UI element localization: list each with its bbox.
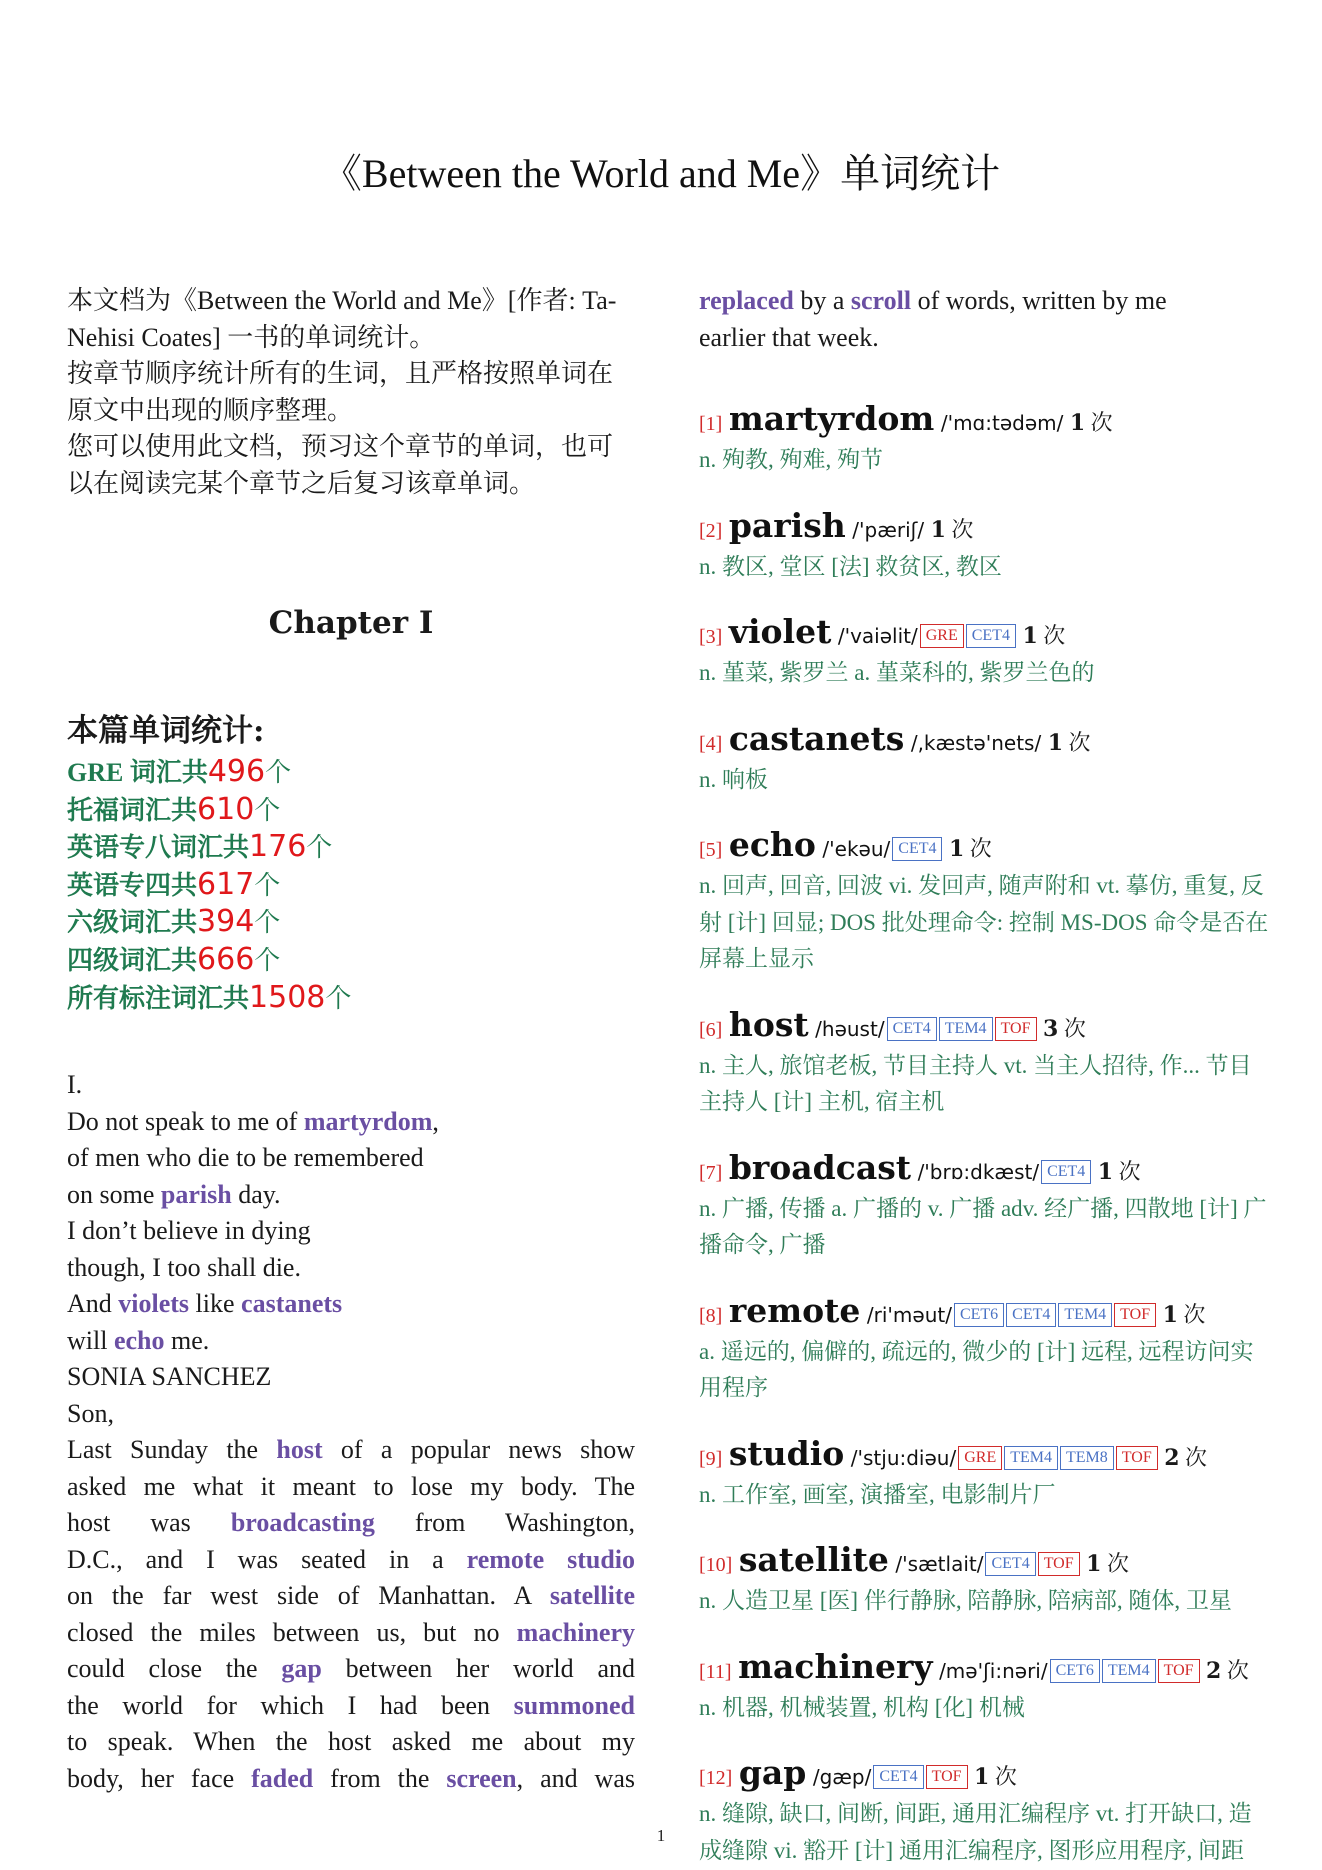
entry-definition: n. 广播, 传播 a. 广播的 v. 广播 adv. 经广播, 四散地 [计] 广播命令, 广播 <box>699 1195 1267 1257</box>
text-line: on some parish day. <box>67 1179 281 1209</box>
vocab-entry-head <box>699 822 1271 868</box>
text-line: will echo me. <box>67 1325 210 1355</box>
exam-tag: CET6 <box>954 1303 1004 1327</box>
exam-tag: GRE <box>920 624 964 648</box>
text-line: closed the miles between us, but no machinery <box>67 1617 635 1647</box>
text-line: I don’t believe in dying <box>67 1216 311 1246</box>
vocab-word[interactable]: castanets <box>241 1289 343 1319</box>
prose-continuation <box>699 283 1271 356</box>
stat-line: 英语专四共617个 <box>67 866 281 902</box>
vocab-entry-head <box>699 1750 1271 1796</box>
entry-pronunciation: /'ekəu/ <box>822 837 891 861</box>
text-line: of men who die to be remembered <box>67 1143 424 1173</box>
entry-definition: n. 人造卫星 [医] 伴行静脉, 陪静脉, 陪病部, 随体, 卫星 <box>699 1588 1232 1613</box>
entry-word: satellite <box>738 1540 889 1579</box>
exam-tag: TOF <box>1158 1659 1200 1683</box>
exam-tag: CET4 <box>873 1765 923 1789</box>
text-line: Last Sunday the host of a popular news show <box>67 1435 636 1465</box>
stat-line: 所有标注词汇共1508个 <box>67 979 352 1015</box>
stats-list <box>67 754 635 1017</box>
entry-index: [1] <box>699 413 723 435</box>
entry-word: martyrdom <box>728 399 935 438</box>
vocab-entry <box>699 1288 1271 1407</box>
text-line: Son, <box>67 1398 114 1428</box>
entry-definition: n. 机器, 机械装置, 机构 [化] 机械 <box>699 1694 1025 1720</box>
chapter-title: Chapter I <box>268 605 434 641</box>
vocab-entry <box>699 1750 1271 1869</box>
text-line: SONIA SANCHEZ <box>67 1362 272 1392</box>
entry-definition: n. 回声, 回音, 回波 vi. 发回声, 随声附和 vt. 摹仿, 重复, 反射 [计] 回显; DOS 批处理命令: 控制 MS-DOS 命令是否在屏幕上显示 <box>699 873 1269 971</box>
vocab-entry <box>699 822 1271 978</box>
exam-tag: CET4 <box>892 837 942 861</box>
entry-pronunciation: /gæp/ <box>812 1765 872 1789</box>
vocab-word[interactable]: parish <box>160 1179 232 1209</box>
exam-tag: TEM4 <box>1102 1659 1156 1683</box>
exam-tag: CET6 <box>1050 1659 1100 1683</box>
vocab-word[interactable]: gap <box>281 1654 322 1684</box>
text-line: earlier that week. <box>699 322 879 352</box>
exam-tag: TEM4 <box>1058 1303 1112 1327</box>
vocab-entry-head <box>699 716 1271 762</box>
entry-word: host <box>728 1004 809 1044</box>
page-number: 1 <box>656 1826 666 1845</box>
exam-tag: TOF <box>1116 1446 1158 1470</box>
vocab-entry-head <box>699 503 1271 549</box>
vocab-word[interactable]: echo <box>113 1325 165 1355</box>
entry-count: 2 次 <box>1206 1657 1249 1684</box>
text-line: could close the gap between her world and <box>67 1654 635 1684</box>
entry-index: [9] <box>699 1447 723 1470</box>
stats-heading: 本篇单词统计: <box>67 713 265 749</box>
entry-word: parish <box>728 505 846 545</box>
vocab-entry-head <box>699 1145 1271 1191</box>
intro-text <box>67 283 635 502</box>
vocab-entry-head <box>699 396 1271 442</box>
exam-tag: TEM4 <box>1004 1446 1058 1470</box>
vocab-entry <box>699 1537 1271 1620</box>
stat-line: 四级词汇共666个 <box>67 941 281 977</box>
entry-index: [3] <box>699 626 723 648</box>
text-line: body, her face faded from the screen, and was <box>67 1763 635 1793</box>
entry-definition: a. 遥远的, 偏僻的, 疏远的, 微少的 [计] 远程, 远程访问实用程序 <box>699 1338 1254 1400</box>
vocab-entry <box>699 396 1271 479</box>
exam-tag: TOF <box>995 1017 1037 1041</box>
entry-count: 1 次 <box>1097 1158 1141 1185</box>
entry-definition: n. 堇菜, 紫罗兰 a. 堇菜科的, 紫罗兰色的 <box>699 660 1095 685</box>
vocab-entry-head <box>699 609 1271 655</box>
vocab-entry-head <box>699 1537 1271 1583</box>
exam-tag: GRE <box>958 1446 1002 1470</box>
vocab-entry <box>699 716 1271 799</box>
entry-word: echo <box>728 825 816 864</box>
entry-pronunciation: /ri'məut/ <box>866 1302 952 1327</box>
left-column <box>67 283 635 1797</box>
entry-definition: n. 教区, 堂区 [法] 救贫区, 教区 <box>699 553 1002 579</box>
vocab-word[interactable]: satellite <box>549 1581 635 1611</box>
vocab-entry <box>699 1145 1271 1264</box>
vocab-word[interactable]: machinery <box>516 1617 635 1647</box>
vocab-entry <box>699 1002 1271 1121</box>
stat-line: GRE 词汇共496个 <box>67 754 292 789</box>
entry-pronunciation: /'vaiəlit/ <box>837 624 918 648</box>
vocab-word[interactable]: martyrdom <box>303 1106 433 1136</box>
entry-definition: n. 主人, 旅馆老板, 节目主持人 vt. 当主人招待, 作... 节目主持人 [计] 主机, 宿主机 <box>699 1052 1252 1114</box>
entry-definition: n. 响板 <box>699 766 768 792</box>
poem-text <box>67 1067 635 1432</box>
vocab-word[interactable]: studio <box>567 1544 635 1574</box>
vocab-word[interactable]: scroll <box>850 286 912 315</box>
entry-definition: n. 工作室, 画室, 演播室, 电影制片厂 <box>699 1481 1056 1507</box>
entry-pronunciation: /'stju:diəu/ <box>850 1445 957 1470</box>
exam-tag: TEM8 <box>1060 1446 1114 1470</box>
entry-word: remote <box>728 1290 861 1330</box>
entry-index: [11] <box>699 1660 732 1683</box>
entry-count: 3 次 <box>1043 1015 1086 1042</box>
entry-pronunciation: /'sætlait/ <box>895 1552 984 1576</box>
text-line: to speak. When the host asked me about my <box>67 1727 635 1757</box>
entry-definition: n. 殉教, 殉难, 殉节 <box>699 447 883 472</box>
intro-line: 按章节顺序统计所有的生词，且严格按照单词在原文中出现的顺序整理。 <box>67 359 614 425</box>
entry-word: violet <box>728 612 832 651</box>
vocab-entry-head <box>699 1644 1271 1690</box>
text-line: on the far west side of Manhattan. A satellite <box>67 1581 635 1611</box>
vocab-word[interactable]: replaced <box>699 286 794 315</box>
vocab-entry-list <box>699 396 1271 1869</box>
entry-index: [6] <box>699 1018 723 1041</box>
stat-line: 六级词汇共394个 <box>67 904 281 940</box>
document-title: 《Between the World and Me》单词统计 <box>321 151 1001 196</box>
entry-index: [2] <box>699 519 723 542</box>
text-line: replaced by a scroll of words, written by me <box>699 286 1167 315</box>
vocab-word[interactable]: broadcasting <box>230 1508 375 1538</box>
text-line: D.C., and I was seated in a remote studio <box>67 1544 635 1574</box>
entry-pronunciation: /həust/ <box>815 1016 885 1041</box>
entry-pronunciation: /'pæriʃ/ <box>852 517 925 542</box>
vocab-entry <box>699 609 1271 692</box>
entry-definition: n. 缝隙, 缺口, 间断, 间距, 通用汇编程序 vt. 打开缺口, 造成缝隙 vi. 豁开 [计] 通用汇编程序, 图形应用程序, 间距 <box>699 1801 1252 1863</box>
text-line: Do not speak to me of martyrdom, <box>67 1106 439 1136</box>
entry-index: [4] <box>699 732 723 755</box>
entry-word: broadcast <box>728 1147 912 1187</box>
entry-count: 1 次 <box>1162 1301 1206 1328</box>
text-line: host was broadcasting from Washington, <box>67 1508 636 1538</box>
vocab-word[interactable]: summoned <box>513 1690 635 1720</box>
text-line: I. <box>67 1070 83 1100</box>
intro-line: 您可以使用此文档，预习这个章节的单词，也可以在阅读完某个章节之后复习该章单词。 <box>67 432 614 498</box>
entry-count: 1 次 <box>974 1764 1017 1790</box>
entry-pronunciation: /'brɒ:dkæst/ <box>917 1159 1040 1184</box>
exam-tag: CET4 <box>1041 1160 1091 1184</box>
exam-tag: CET4 <box>985 1552 1035 1576</box>
text-line: the world for which I had been summoned <box>67 1690 635 1720</box>
exam-tag: CET4 <box>1006 1303 1056 1327</box>
entry-word: studio <box>728 1433 845 1473</box>
entry-word: gap <box>738 1753 807 1792</box>
text-line: asked me what it meant to lose my body. The <box>67 1471 635 1501</box>
text-line: though, I too shall die. <box>67 1252 301 1282</box>
vocab-word[interactable]: faded <box>251 1763 314 1793</box>
entry-count: 1 次 <box>930 516 974 543</box>
entry-pronunciation: /'mɑ:tədəm/ <box>940 411 1064 435</box>
entry-count: 1 次 <box>1069 410 1113 436</box>
entry-count: 1 次 <box>1047 729 1091 756</box>
entry-index: [12] <box>699 1767 733 1789</box>
text-line: And violets like castanets <box>67 1289 343 1319</box>
vocab-entry-head <box>699 1288 1271 1334</box>
exam-tag: TOF <box>926 1765 968 1789</box>
vocab-word[interactable]: remote <box>466 1544 545 1574</box>
exam-tag: CET4 <box>966 624 1016 648</box>
exam-tag: TEM4 <box>939 1017 993 1041</box>
entry-index: [10] <box>699 1554 733 1576</box>
vocab-entry <box>699 1644 1271 1727</box>
entry-count: 1 次 <box>1022 623 1066 649</box>
entry-word: castanets <box>728 718 905 758</box>
right-column <box>699 283 1271 1869</box>
stat-line: 托福词汇共610个 <box>67 791 281 827</box>
vocab-entry <box>699 503 1271 586</box>
entry-index: [7] <box>699 1161 723 1184</box>
entry-count: 2 次 <box>1164 1444 1208 1471</box>
exam-tag: TOF <box>1114 1303 1156 1327</box>
vocab-word[interactable]: host <box>276 1435 323 1465</box>
entry-count: 1 次 <box>948 836 992 862</box>
vocab-entry <box>699 1431 1271 1514</box>
exam-tag: CET4 <box>887 1017 937 1041</box>
entry-pronunciation: /,kæstə'nets/ <box>910 730 1042 755</box>
entry-index: [8] <box>699 1304 723 1327</box>
intro-line: 本文档为《Between the World and Me》[作者: Ta-Nehisi Coates] 一书的单词统计。 <box>67 286 617 352</box>
prose-text <box>67 1432 635 1797</box>
vocab-entry-head <box>699 1431 1271 1477</box>
vocab-word[interactable]: screen <box>446 1763 517 1793</box>
entry-count: 1 次 <box>1086 1551 1129 1577</box>
entry-word: machinery <box>738 1646 933 1686</box>
stat-line: 英语专八词汇共176个 <box>67 829 333 865</box>
vocab-entry-head <box>699 1002 1271 1048</box>
exam-tag: TOF <box>1038 1552 1080 1576</box>
entry-pronunciation: /mə'ʃi:nəri/ <box>939 1658 1048 1683</box>
vocab-word[interactable]: violets <box>118 1289 190 1319</box>
entry-index: [5] <box>699 839 723 861</box>
